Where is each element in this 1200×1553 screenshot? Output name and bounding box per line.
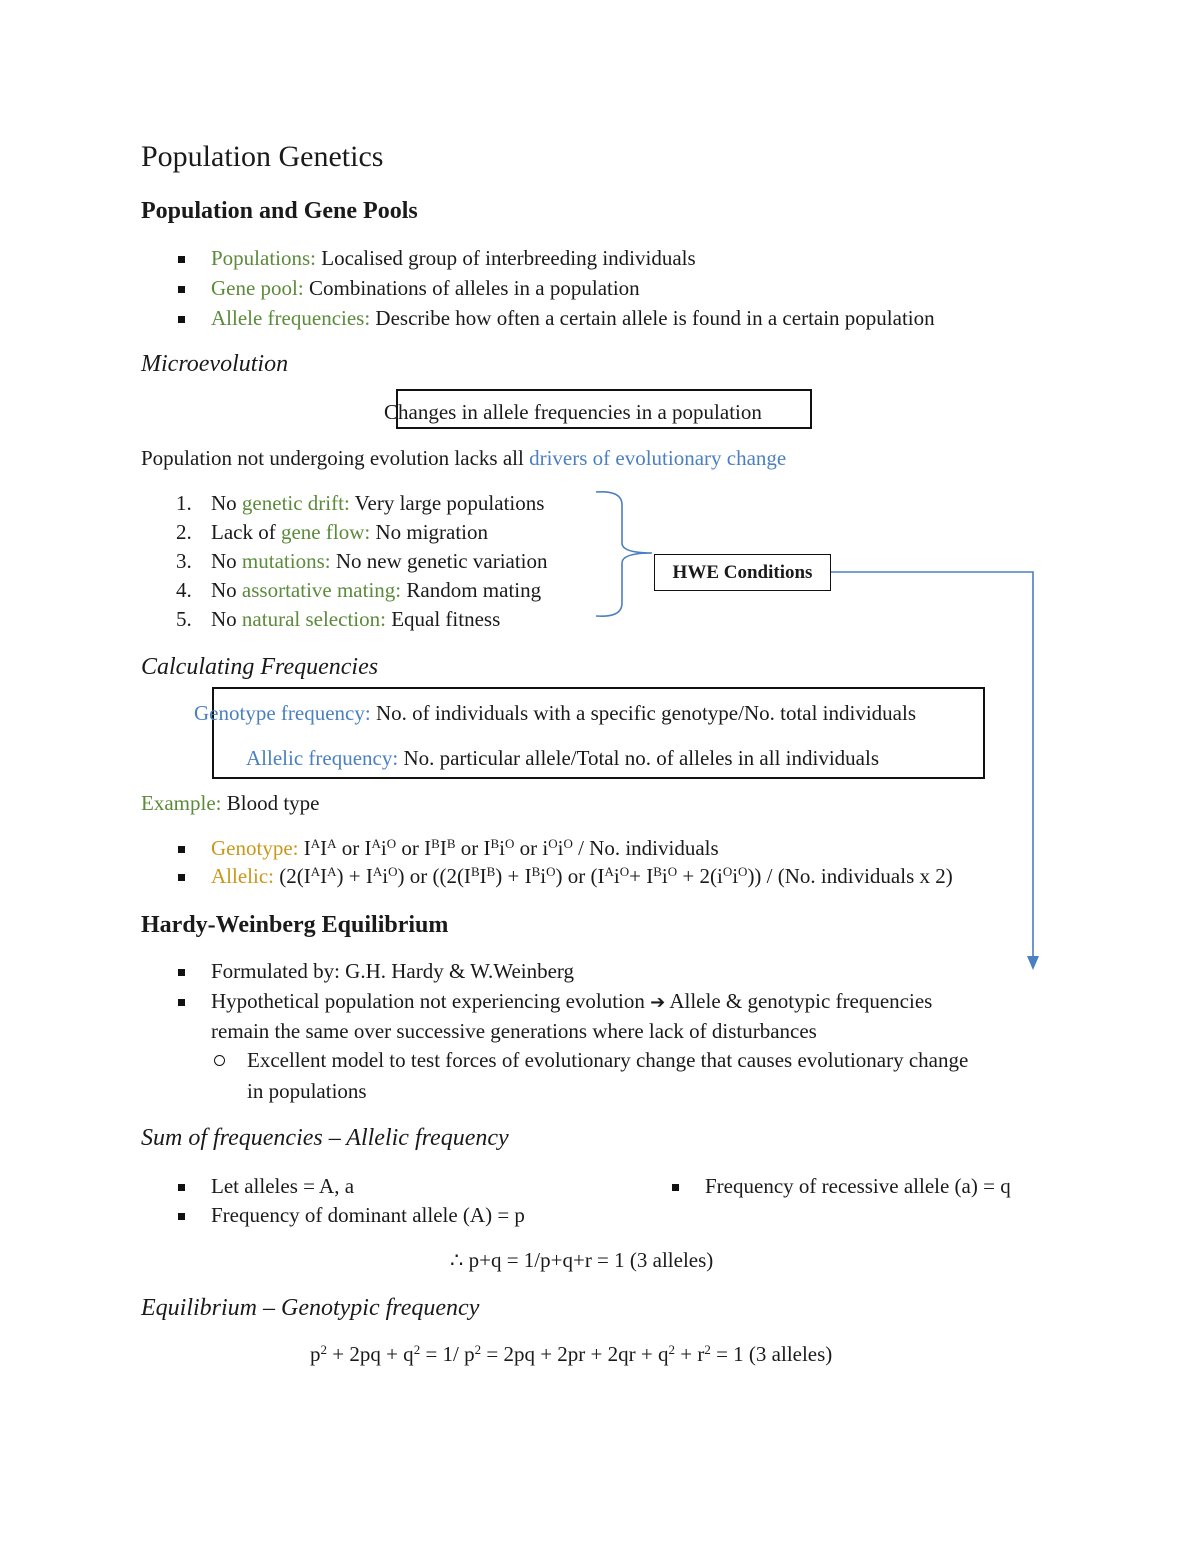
bullet-icon (178, 1184, 185, 1191)
bullet-icon (178, 846, 185, 853)
genotype-frequency: Genotype frequency: No. of individuals with a specific genotype/No. total individuals (194, 701, 917, 725)
bullet-icon (178, 1213, 185, 1220)
microevolution-definition: Changes in allele frequencies in a population (384, 400, 762, 424)
arrowhead-icon (1027, 956, 1039, 970)
circle-bullet-icon (214, 1055, 225, 1066)
list-item: Frequency of dominant allele (A) = p (211, 1203, 525, 1227)
list-number: 5. (176, 607, 192, 631)
section-heading-hwe: Hardy-Weinberg Equilibrium (141, 912, 449, 938)
section-heading-microevolution: Microevolution (141, 351, 289, 377)
list-item: Lack of gene flow: No migration (211, 520, 489, 544)
brace-icon (596, 492, 652, 616)
list-item-continuation: remain the same over successive generations where lack of disturbances (211, 1019, 817, 1043)
list-item: Populations: Localised group of interbreeding individuals (211, 246, 696, 270)
genotypic-formula: $p^2 + 2pq + q^2 = 1/$ $p^2 = 2pq + 2pr + 2qr + q^2 + r^2 = 1$ (3 alleles) (310, 1342, 833, 1366)
section-heading-calculating: Calculating Frequencies (141, 654, 379, 680)
bullet-icon (178, 969, 185, 976)
genotype-formula: Genotype: $I^AI^A$ or $I^Ai^O$ or $I^BI^B$ or $I^Bi^O$ or $i^Oi^O$ / No. individuals (211, 836, 719, 860)
list-item: Allele frequencies: Describe how often a certain allele is found in a certain population (211, 306, 935, 330)
list-item: Frequency of recessive allele (a) = q (705, 1174, 1011, 1198)
list-number: 1. (176, 491, 192, 515)
allelic-frequency: Allelic frequency: No. particular allele/Total no. of alleles in all individuals (246, 746, 879, 770)
sub-list-item-continuation: in populations (247, 1079, 367, 1103)
section-heading-sum: Sum of frequencies – Allelic frequency (141, 1125, 509, 1151)
list-item: No genetic drift: Very large populations (211, 491, 545, 515)
bullet-icon (178, 999, 185, 1006)
list-item: No natural selection: Equal fitness (211, 607, 501, 631)
list-number: 3. (176, 549, 192, 573)
bullet-icon (672, 1184, 679, 1191)
list-item: Gene pool: Combinations of alleles in a population (211, 276, 640, 300)
bullet-icon (178, 874, 185, 881)
list-item: Hypothetical population not experiencing evolution ➔ Allele & genotypic frequencies (211, 989, 933, 1013)
list-item: No assortative mating: Random mating (211, 578, 542, 602)
allelic-sum-formula: ∴ p+q = 1/p+q+r = 1 (3 alleles) (450, 1248, 714, 1272)
drivers-lead: Population not undergoing evolution lacks all drivers of evolutionary change (141, 446, 787, 470)
sub-list-item: Excellent model to test forces of evolutionary change that causes evolutionary change (247, 1048, 969, 1072)
list-item: Let alleles = A, a (211, 1174, 355, 1198)
list-item: Formulated by: G.H. Hardy & W.Weinberg (211, 959, 575, 983)
list-number: 4. (176, 578, 192, 602)
page-title: Population Genetics (141, 140, 384, 173)
hwe-conditions-label: HWE Conditions (672, 562, 813, 583)
section-heading-population: Population and Gene Pools (141, 198, 418, 224)
list-number: 2. (176, 520, 192, 544)
list-item: No mutations: No new genetic variation (211, 549, 548, 573)
allelic-formula: Allelic: $(2(I^AI^A) + I^Ai^O)$ or ($(2(I^BI^B) + I^Bi^O)$ or $(I^Ai^O+ I^Bi^O + 2(i^Oi^O)) / (No$. individuals x 2) (211, 864, 953, 888)
section-heading-equilibrium: Equilibrium – Genotypic frequency (141, 1295, 480, 1321)
example-line: Example: Blood type (141, 791, 320, 815)
arrow-right-icon: ➔ (650, 992, 666, 1013)
